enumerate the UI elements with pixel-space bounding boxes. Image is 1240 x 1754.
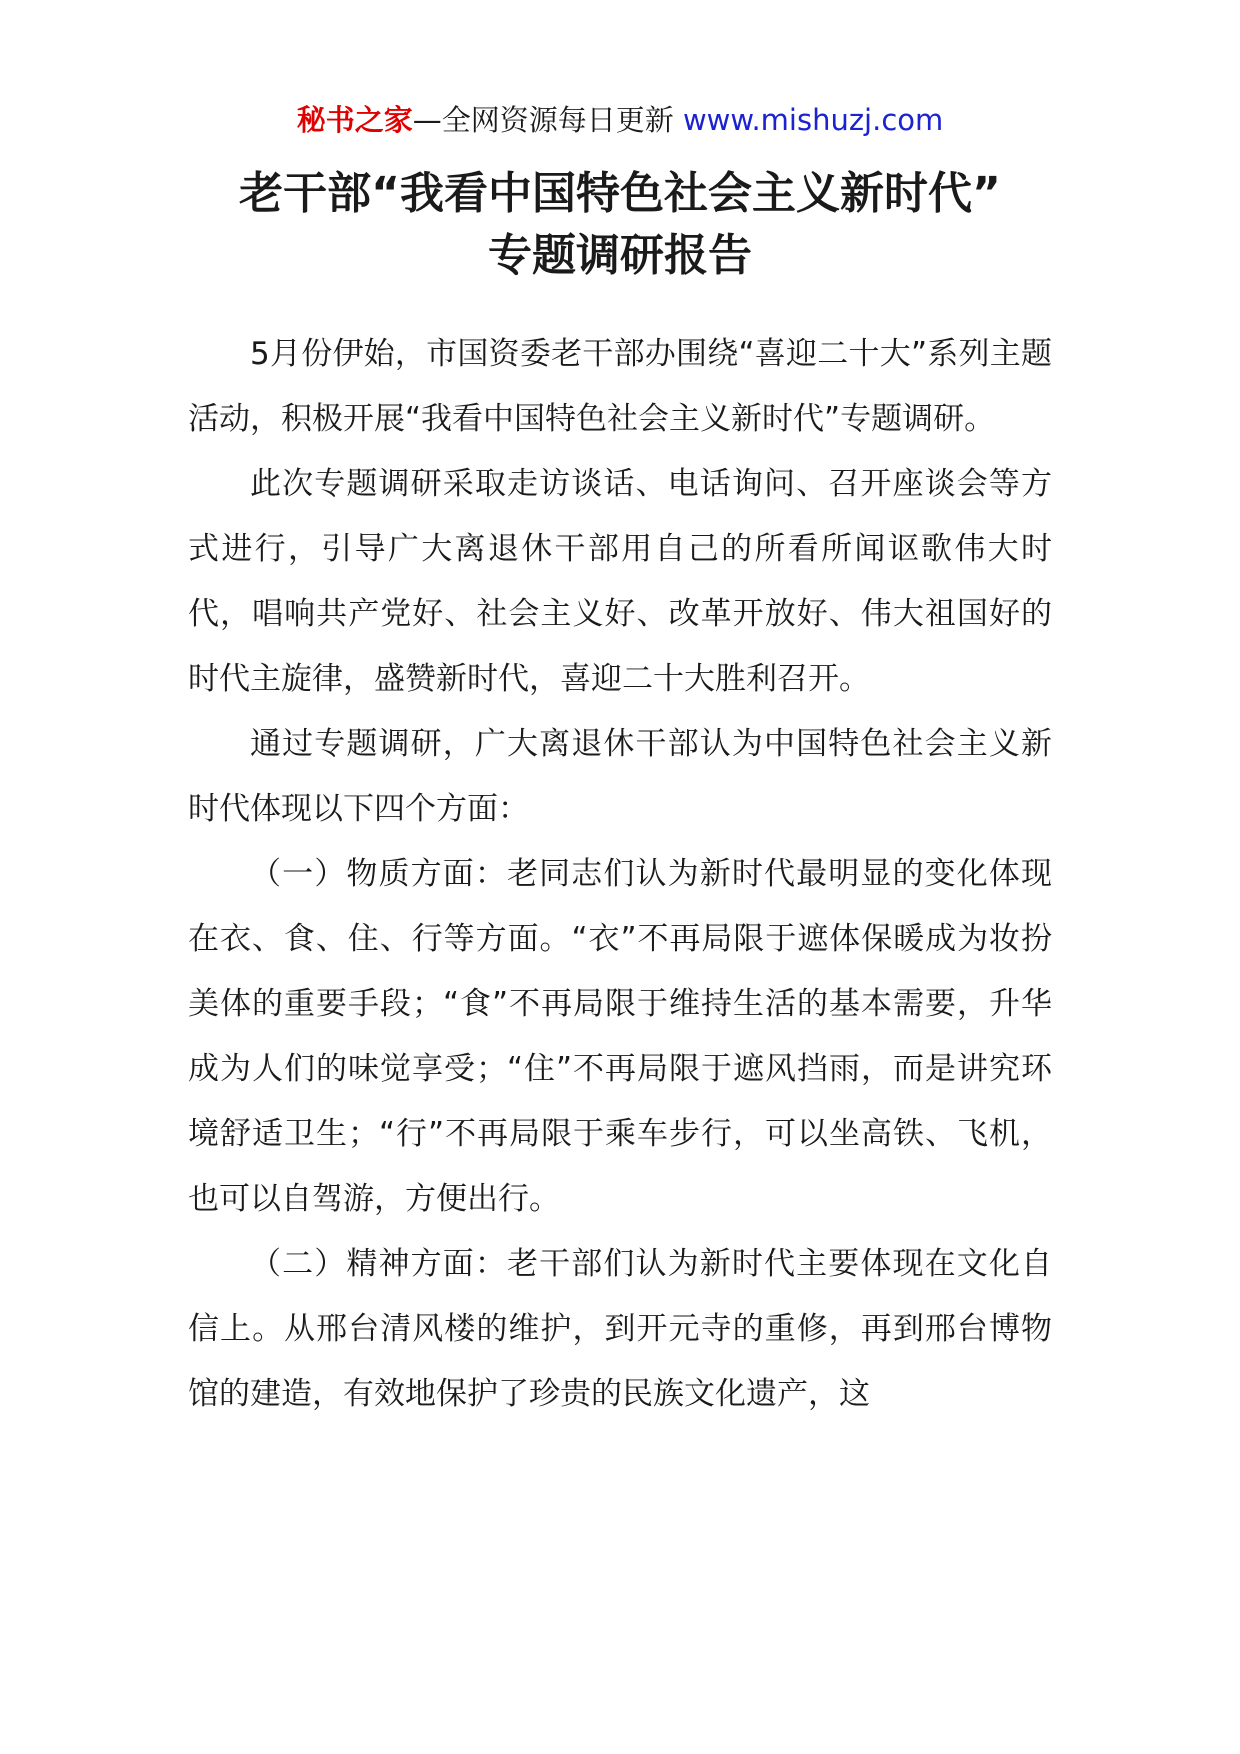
document-body [188, 322, 1052, 1427]
document-title-line-1: 老干部“我看中国特色社会主义新时代” [239, 168, 1001, 219]
paragraph: 通过专题调研，广大离退休干部认为中国特色社会主义新时代体现以下四个方面： [188, 726, 1052, 827]
paragraph: （一）物质方面：老同志们认为新时代最明显的变化体现在衣、食、住、行等方面。“衣”不再局限于遮体保暖成为妆扮美体的重要手段；“食”不再局限于维持生活的基本需要，升华成为人们的味觉享受；“住”不再局限于遮风挡雨，而是讲究环境舒适卫生；“行”不再局限于乘车步行，可以坐高铁、飞机，也可以自驾游，方便出行。 [188, 856, 1052, 1217]
paragraph: （二）精神方面：老干部们认为新时代主要体现在文化自信上。从邢台清风楼的维护，到开元寺的重修，再到邢台博物馆的建造，有效地保护了珍贵的民族文化遗产，这 [188, 1246, 1052, 1412]
header-tagline: —全网资源每日更新 [412, 103, 674, 137]
site-header [0, 100, 1240, 140]
brand-name: 秘书之家 [296, 103, 413, 137]
paragraph: 此次专题调研采取走访谈话、电话询问、召开座谈会等方式进行，引导广大离退休干部用自己的所看所闻讴歌伟大时代，唱响共产党好、社会主义好、改革开放好、伟大祖国好的时代主旋律，盛赞新时代，喜迎二十大胜利召开。 [188, 466, 1052, 697]
paragraph: 5月份伊始，市国资委老干部办围绕“喜迎二十大”系列主题活动，积极开展“我看中国特色社会主义新时代”专题调研。 [188, 336, 1052, 437]
site-url: www.mishuzj.com [682, 103, 944, 137]
document-title-line-2: 专题调研报告 [488, 230, 752, 281]
